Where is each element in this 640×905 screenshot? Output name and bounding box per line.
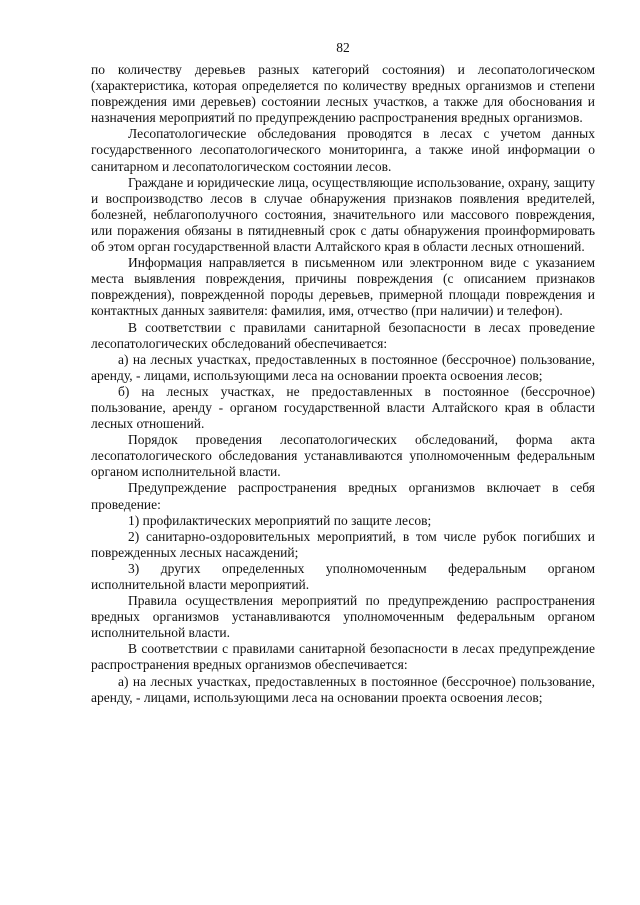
paragraph: Граждане и юридические лица, осуществляющие использование, охрану, защиту и воспроизводство лесов в случае обнаружения признаков появления вредителей, болезней, неблагополучного состояния, значительного или массового повреждения, или поражения обязаны в пятидневный срок с даты обнаружения проинформировать об этом орган государственной власти Алтайского края в области лесных отношений. xyxy=(91,174,595,255)
paragraph: Лесопатологические обследования проводятся в лесах с учетом данных государственного лесопатологического мониторинга, а также иной информации о санитарном и лесопатологическом состоянии лесов. xyxy=(91,126,595,174)
page-number: 82 xyxy=(336,40,350,55)
list-item: а) на лесных участках, предоставленных в постоянное (бессрочное) пользование, аренду, - лицами, использующими леса на основании проекта освоения лесов; xyxy=(91,351,595,383)
list-item: 2) санитарно-оздоровительных мероприятий, в том числе рубок погибших и поврежденных лесных насаждений; xyxy=(91,528,595,560)
paragraph: Предупреждение распространения вредных организмов включает в себя проведение: xyxy=(91,480,595,512)
document-body xyxy=(91,62,595,706)
paragraph: В соответствии с правилами санитарной безопасности в лесах проведение лесопатологических обследований обеспечивается: xyxy=(91,319,595,351)
paragraph: Правила осуществления мероприятий по предупреждению распространения вредных организмов устанавливаются уполномоченным федеральным органом исполнительной власти. xyxy=(91,593,595,641)
list-item: а) на лесных участках, предоставленных в постоянное (бессрочное) пользование, аренду, - лицами, использующими леса на основании проекта освоения лесов; xyxy=(91,673,595,705)
paragraph-continuation: по количеству деревьев разных категорий состояния) и лесопатологическом (характеристика, которая определяется по количеству вредных организмов и степени повреждения ими деревьев) состоянии лесных участков, а также для обоснования и назначения мероприятий по предупреждению распространения вредных организмов. xyxy=(91,62,595,126)
paragraph: Информация направляется в письменном или электронном виде с указанием места выявления повреждения, причины повреждения (с описанием признаков повреждения), поврежденной породы деревьев, примерной площади повреждения и контактных данных заявителя: фамилия, имя, отчество (при наличии) и телефон). xyxy=(91,255,595,319)
list-item: 3) других определенных уполномоченным федеральным органом исполнительной власти мероприятий. xyxy=(91,560,595,592)
paragraph: В соответствии с правилами санитарной безопасности в лесах предупреждение распространения вредных организмов обеспечивается: xyxy=(91,641,595,673)
paragraph: Порядок проведения лесопатологических обследований, форма акта лесопатологического обследования устанавливаются уполномоченным федеральным органом исполнительной власти. xyxy=(91,432,595,480)
list-item: б) на лесных участках, не предоставленных в постоянное (бессрочное) пользование, аренду - органом государственной власти Алтайского края в области лесных отношений. xyxy=(91,383,595,432)
list-item: 1) профилактических мероприятий по защите лесов; xyxy=(128,512,432,528)
